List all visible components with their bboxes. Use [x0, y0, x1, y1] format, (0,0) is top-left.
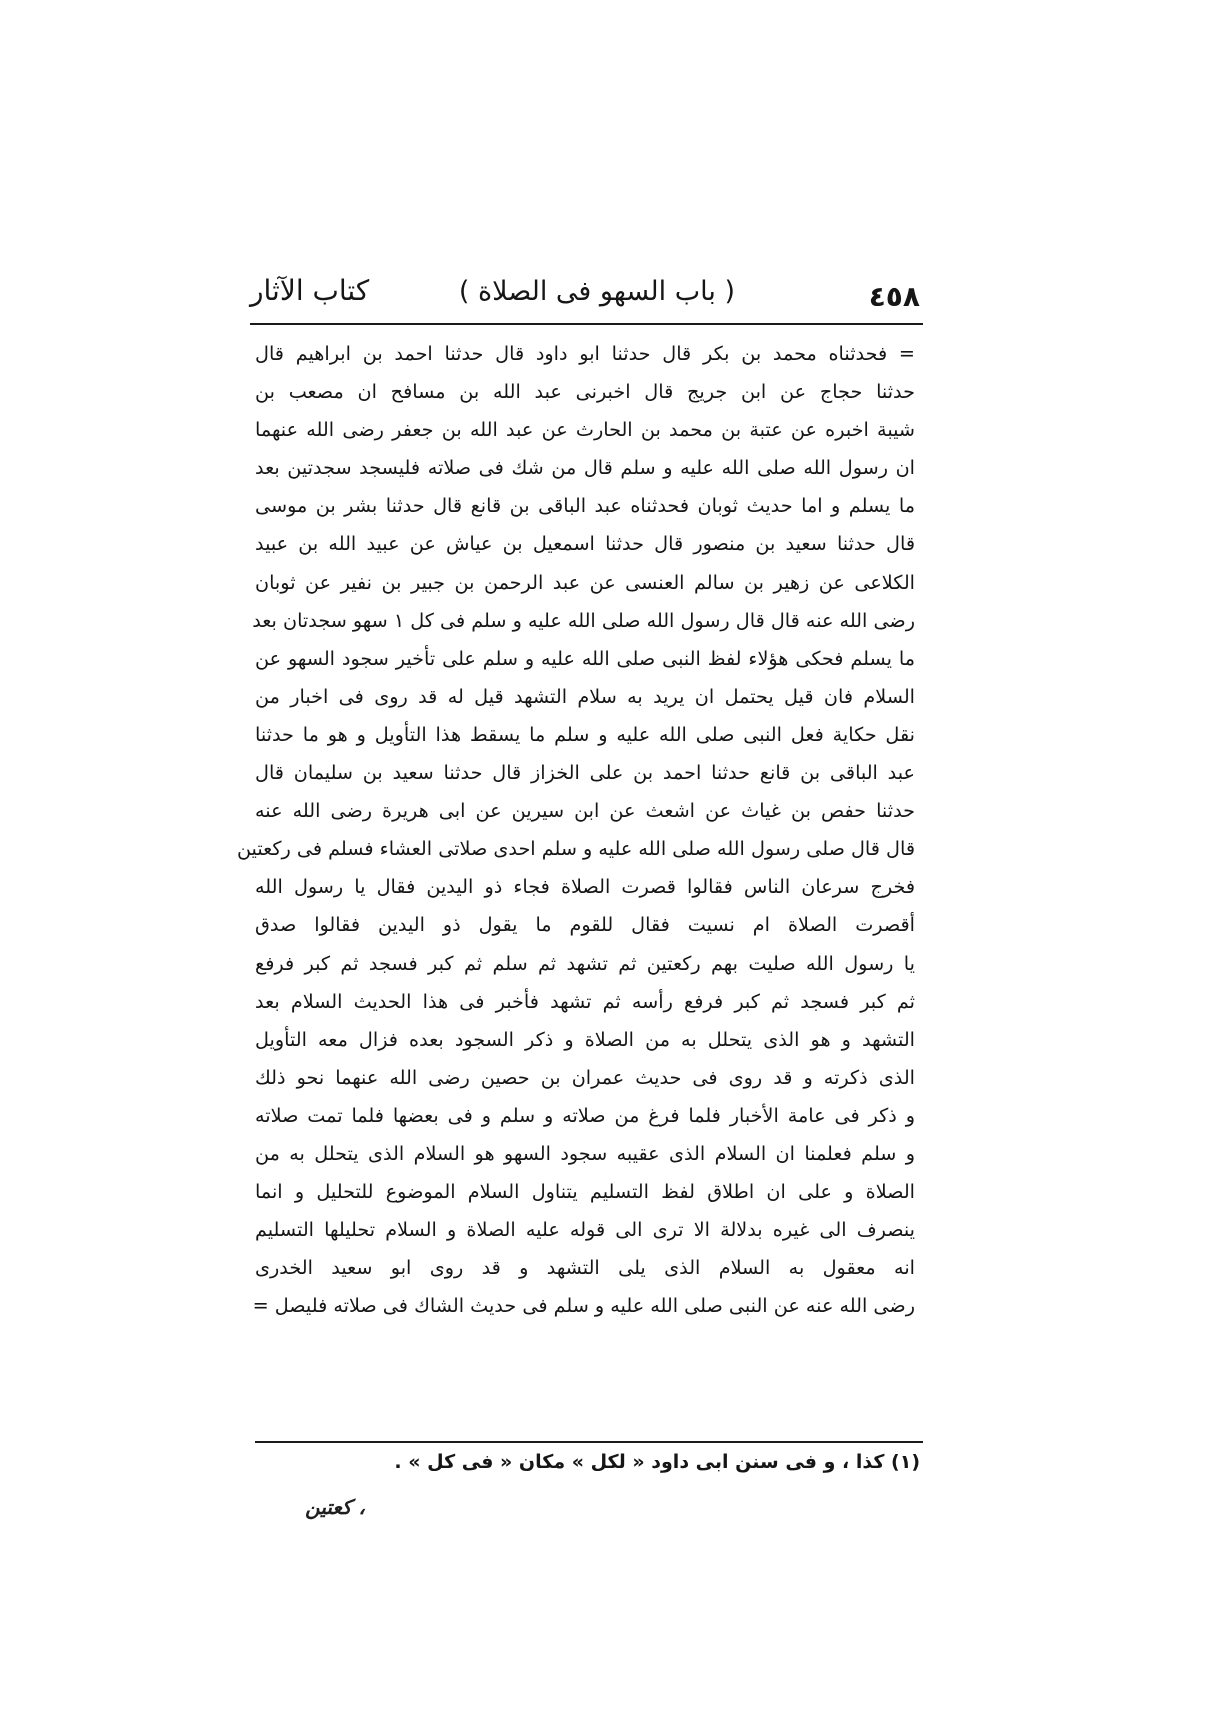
footnote: (١) كذا ، و فى سنن ابى داود « لكل » مكان « فى كل » .	[394, 1451, 920, 1473]
text-line: = فحدثناه محمد بن بكر قال حدثنا ابو داود قال حدثنا احمد بن ابراهيم قال	[255, 342, 915, 365]
text-line: قال حدثنا سعيد بن منصور قال حدثنا اسمعيل بن عياش عن عبيد الله بن عبيد	[255, 532, 915, 556]
text-line: الذى ذكرته و قد روى فى حديث عمران بن حصين رضى الله عنهما نحو ذلك	[255, 1065, 915, 1089]
text-line: رضى الله عنه قال قال رسول الله صلى الله عليه و سلم فى كل ١ سهو سجدتان بعد	[252, 608, 915, 632]
text-line: السلام فان قيل يحتمل ان يريد به سلام التشهد قيل له قد روى فى اخبار من	[255, 684, 915, 708]
text-line: أقصرت الصلاة ام نسيت فقال للقوم ما يقول ذو اليدين فقالوا صدق	[255, 913, 915, 937]
running-header	[250, 276, 920, 320]
text-line: و ذكر فى عامة الأخبار فلما فرغ من صلاته و سلم و فى بعضها فلما تمت صلاته	[255, 1103, 915, 1127]
text-line: الصلاة و على ان اطلاق لفظ التسليم يتناول السلام الموضوع للتحليل و انما	[255, 1180, 915, 1204]
text-line: ينصرف الى غيره بدلالة الا ترى الى قوله عليه الصلاة و السلام تحليلها التسليم	[255, 1218, 915, 1242]
text-line: التشهد و هو الذى يتحلل به من الصلاة و ذكر السجود بعده فزال معه التأويل	[255, 1027, 915, 1051]
text-line: الكلاعى عن زهير بن سالم العنسى عن عبد الرحمن بن جبير بن نفير عن ثوبان	[255, 570, 915, 594]
text-line: ثم كبر فسجد ثم كبر فرفع رأسه ثم تشهد فأخبر فى هذا الحديث السلام بعد	[255, 989, 915, 1013]
text-line: حدثنا حجاج عن ابن جريج قال اخبرنى عبد الله بن مسافح ان مصعب بن	[255, 380, 915, 404]
text-line: ما يسلم فحكى هؤلاء لفظ النبى صلى الله عليه و سلم على تأخير سجود السهو عن	[255, 646, 915, 670]
page-number: ٤٥٨	[868, 280, 920, 313]
text-line: انه معقول به السلام الذى يلى التشهد و قد روى ابو سعيد الخدرى	[255, 1256, 915, 1280]
footnote-rule	[255, 1441, 923, 1443]
header-rule	[250, 323, 923, 325]
text-line: يا رسول الله صليت بهم ركعتين ثم تشهد ثم سلم ثم كبر فسجد ثم كبر فرفع	[255, 951, 915, 975]
text-line: نقل حكاية فعل النبى صلى الله عليه و سلم ما يسقط هذا التأويل و هو ما حدثنا	[255, 722, 915, 746]
main-text	[236, 335, 915, 1325]
handwritten-note: ، كعتين	[305, 1495, 365, 1519]
text-line: شيبة اخبره عن عتبة بن محمد بن الحارث عن عبد الله بن جعفر رضى الله عنهما	[255, 418, 915, 442]
text-line: رضى الله عنه عن النبى صلى الله عليه و سلم فى حديث الشاك فى صلاته فليصل =	[252, 1294, 915, 1318]
book-title: كتاب الآثار	[250, 274, 370, 307]
text-line: عبد الباقى بن قانع حدثنا احمد بن على الخزاز قال حدثنا سعيد بن سليمان قال	[255, 761, 915, 785]
text-line: ان رسول الله صلى الله عليه و سلم قال من شك فى صلاته فليسجد سجدتين بعد	[255, 456, 915, 480]
text-line: قال قال صلى رسول الله صلى الله عليه و سلم احدى صلاتى العشاء فسلم فى ركعتين	[236, 837, 915, 861]
text-line: حدثنا حفص بن غياث عن اشعث عن ابن سيرين عن ابى هريرة رضى الله عنه	[255, 799, 915, 823]
text-line: و سلم فعلمنا ان السلام الذى عقيبه سجود السهو هو السلام الذى يتحلل به من	[255, 1141, 915, 1165]
text-line: فخرج سرعان الناس فقالوا قصرت الصلاة فجاء ذو اليدين فقال يا رسول الله	[255, 875, 915, 899]
text-line: ما يسلم و اما حديث ثوبان فحدثناه عبد الباقى بن قانع قال حدثنا بشر بن موسى	[255, 494, 915, 518]
chapter-title: ( باب السهو فى الصلاة )	[458, 276, 735, 307]
